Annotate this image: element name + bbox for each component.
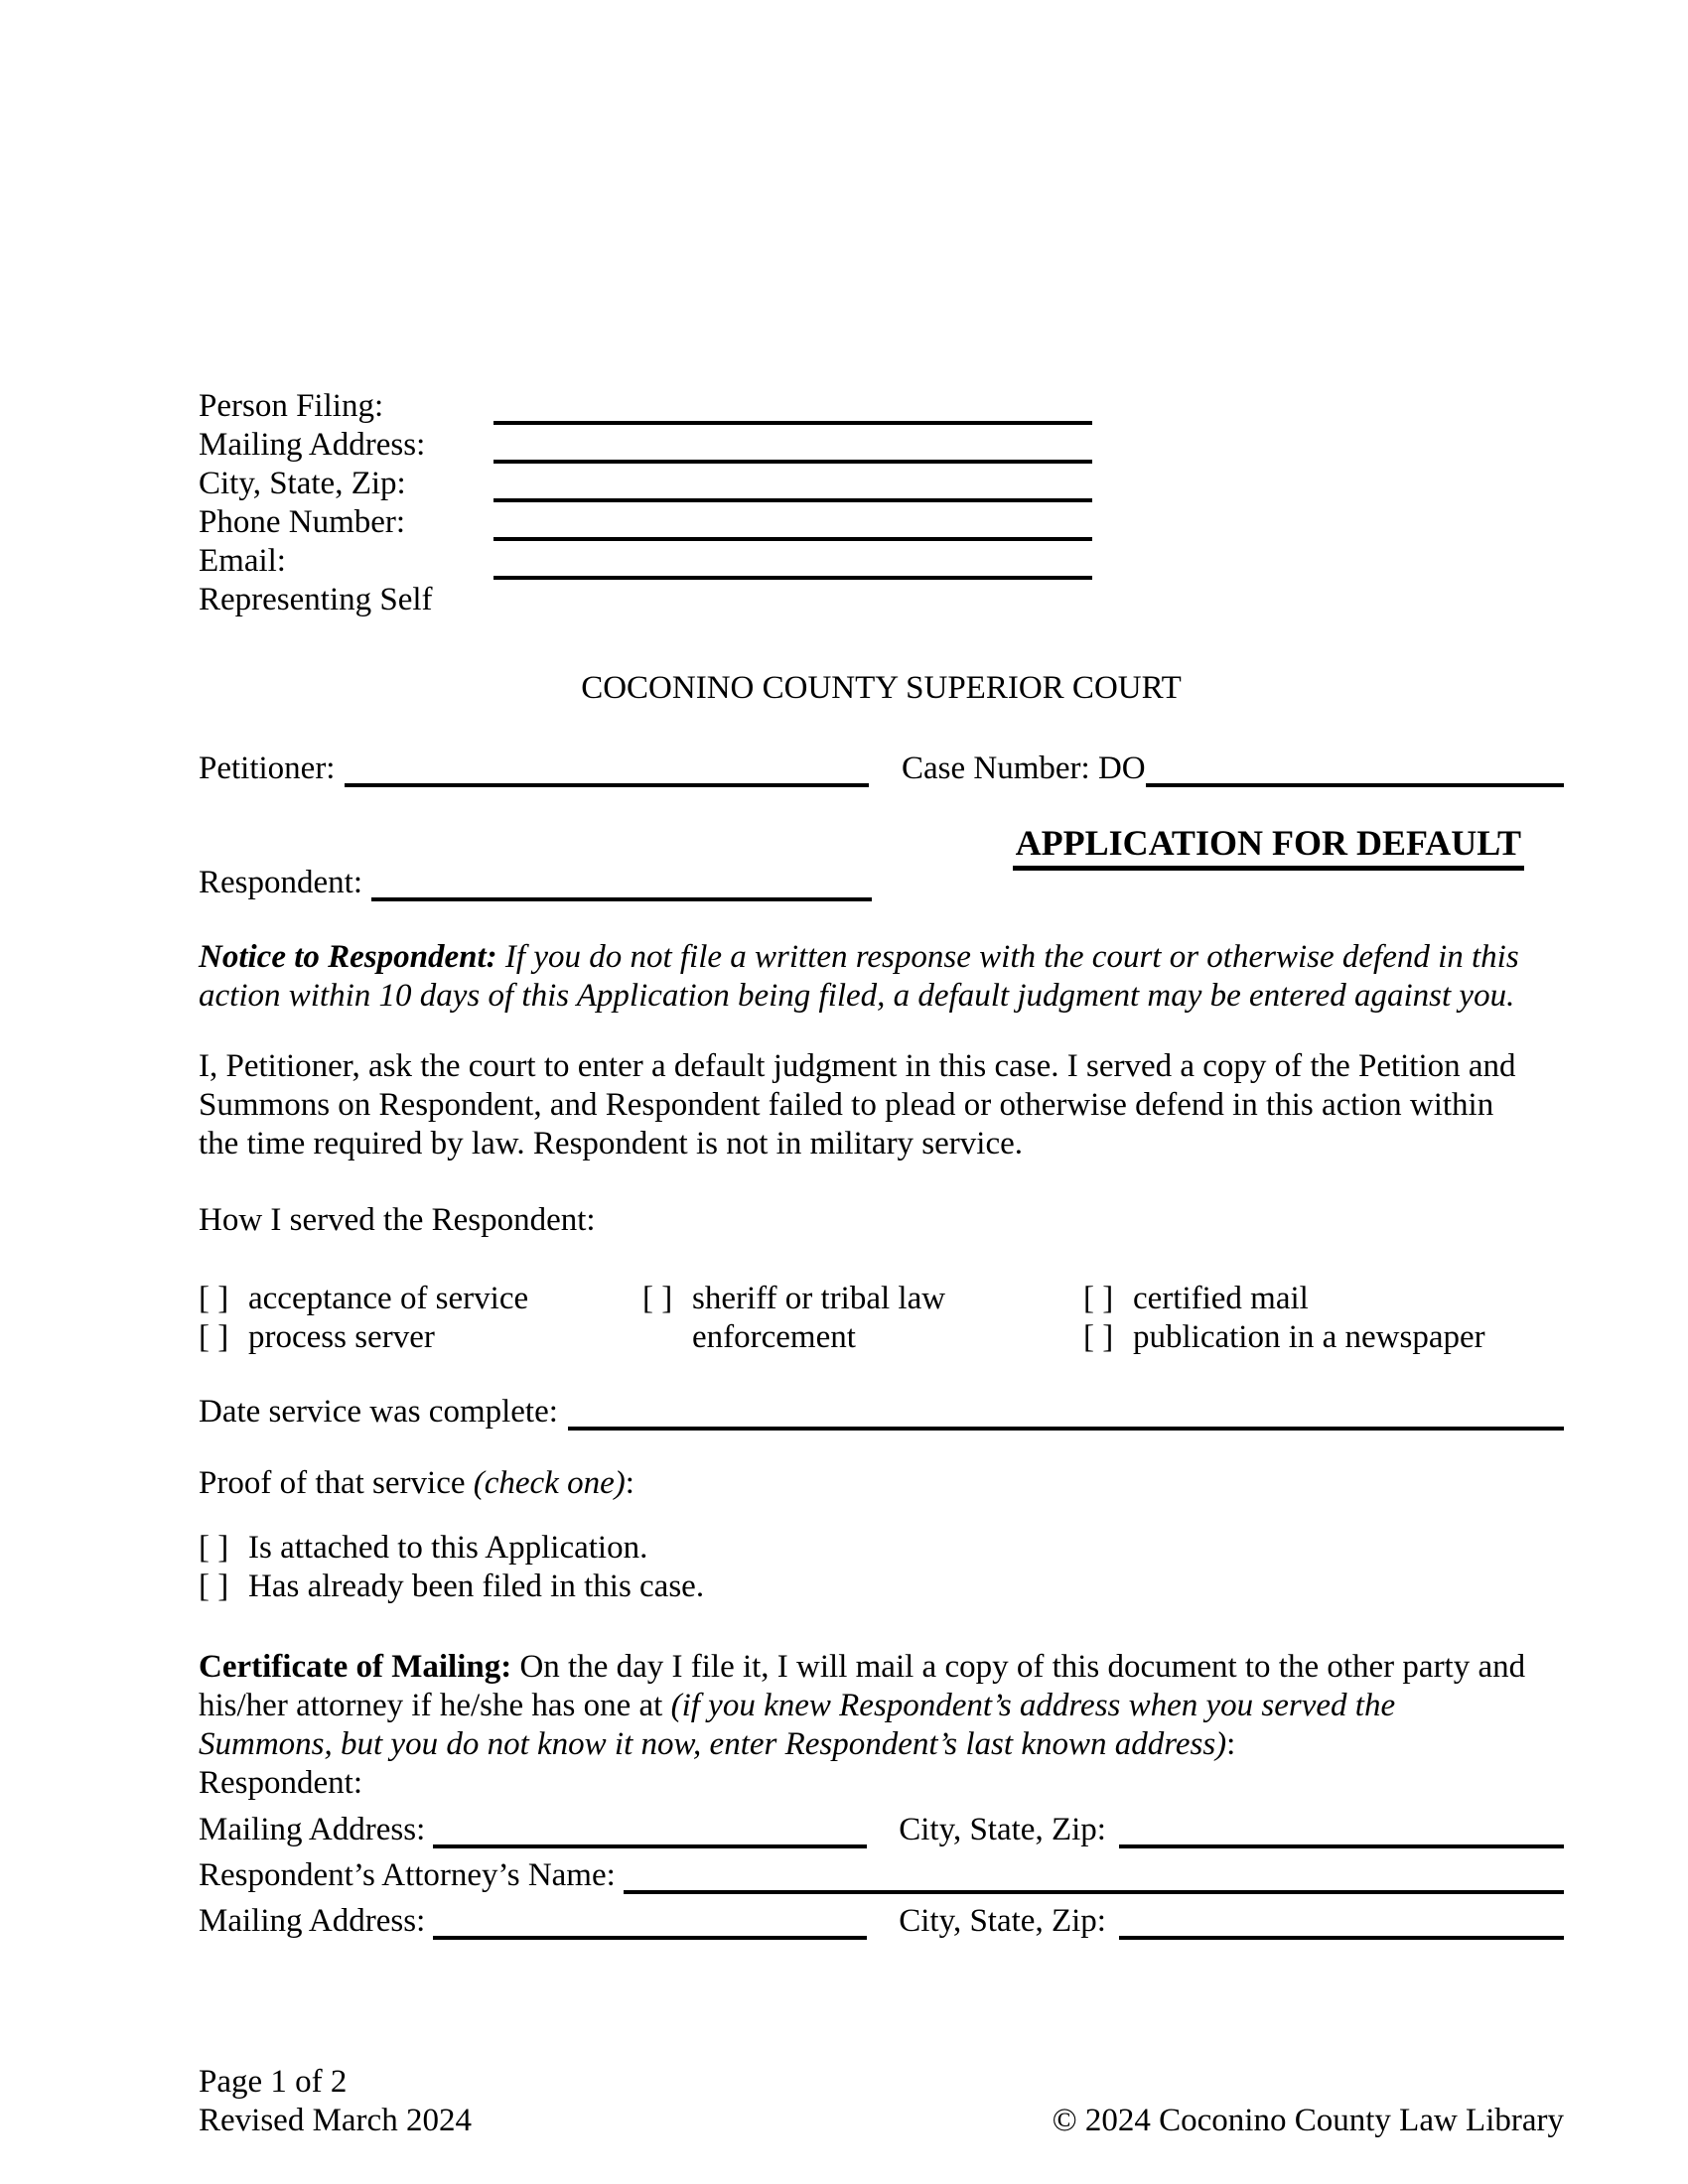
document-title-row xyxy=(199,822,1564,864)
option-certified-mail xyxy=(1083,1280,1564,1318)
option-publication-newspaper xyxy=(1083,1318,1564,1357)
respondent-label: Respondent: xyxy=(199,865,362,900)
petitioner-label: Petitioner: xyxy=(199,751,336,786)
option-proof-filed-label: Has already been filed in this case. xyxy=(248,1569,705,1604)
option-acceptance-of-service-label: acceptance of service xyxy=(248,1281,529,1316)
proof-heading-colon: : xyxy=(625,1465,634,1501)
checkbox-acceptance-of-service[interactable]: [ ] xyxy=(199,1281,229,1316)
service-column-2 xyxy=(642,1280,1083,1357)
proof-heading-lead: Proof of that service xyxy=(199,1465,474,1501)
page-number: Page 1 of 2 xyxy=(199,2064,348,2100)
attorney-name-row xyxy=(199,1856,1564,1895)
respondent-city-label: City, State, Zip: xyxy=(899,1812,1106,1847)
certificate-lead: Certificate of Mailing: xyxy=(199,1649,512,1685)
city-state-zip-row xyxy=(199,465,1564,503)
case-number-group xyxy=(902,750,1564,788)
date-service-label: Date service was complete: xyxy=(199,1394,558,1430)
proof-heading-italic: (check one) xyxy=(473,1465,626,1501)
respondent-mailing-label: Mailing Address: xyxy=(199,1812,426,1847)
attorney-name-field[interactable] xyxy=(624,1856,1564,1894)
attorney-mailing-row xyxy=(199,1902,1564,1941)
caption-row xyxy=(199,750,1564,788)
footer-copyright: © 2024 Coconino County Law Library xyxy=(1052,2103,1564,2138)
option-process-server xyxy=(199,1318,642,1357)
attorney-city-state-zip-field[interactable] xyxy=(1119,1902,1564,1940)
person-filing-field[interactable] xyxy=(493,387,1092,425)
court-title: COCONINO COUNTY SUPERIOR COURT xyxy=(581,670,1182,706)
city-state-zip-field[interactable] xyxy=(493,465,1092,502)
service-column-1 xyxy=(199,1280,642,1357)
representing-self-label: Representing Self xyxy=(199,582,433,617)
certificate-colon: : xyxy=(1226,1726,1236,1762)
checkbox-publication-newspaper[interactable]: [ ] xyxy=(1083,1319,1114,1355)
checkbox-sheriff-tribal[interactable]: [ ] xyxy=(642,1281,673,1316)
served-heading: How I served the Respondent: xyxy=(199,1202,596,1238)
petitioner-group xyxy=(199,750,869,788)
respondent-mailing-row xyxy=(199,1811,1564,1849)
date-service-row xyxy=(199,1393,1564,1432)
option-proof-filed xyxy=(199,1568,1564,1606)
checkbox-proof-filed[interactable]: [ ] xyxy=(199,1569,229,1604)
respondent-group xyxy=(199,864,872,902)
mailing-respondent-label: Respondent: xyxy=(199,1765,362,1801)
option-publication-newspaper-label: publication in a newspaper xyxy=(1133,1319,1485,1355)
option-proof-attached xyxy=(199,1529,1564,1568)
attorney-name-label: Respondent’s Attorney’s Name: xyxy=(199,1857,616,1893)
date-service-complete-field[interactable] xyxy=(568,1393,1564,1431)
case-number-label: Case Number: DO xyxy=(902,751,1146,786)
checkbox-process-server[interactable]: [ ] xyxy=(199,1319,229,1355)
option-proof-attached-label: Is attached to this Application. xyxy=(248,1530,648,1566)
attorney-mailing-address-field[interactable] xyxy=(433,1902,867,1940)
document-title: APPLICATION FOR DEFAULT xyxy=(1013,822,1524,871)
option-sheriff-tribal-label-cont: enforcement xyxy=(692,1319,856,1355)
attorney-mailing-label: Mailing Address: xyxy=(199,1903,426,1939)
option-certified-mail-label: certified mail xyxy=(1133,1281,1309,1316)
option-sheriff-tribal xyxy=(642,1280,1083,1318)
footer-left xyxy=(199,2063,472,2140)
notice-body: If you do not file a written response with the court or otherwise defend in this action within 10 days of this Application being filed, a default judgment may be entered against you. xyxy=(199,939,1519,1014)
certificate-body: On the day I file it, I will mail a copy of this document to the other party and his/her attorney if he/she has one at xyxy=(199,1649,1526,1723)
person-filing-label: Person Filing: xyxy=(199,388,384,424)
email-row xyxy=(199,542,1564,581)
petitioner-name-field[interactable] xyxy=(345,750,869,787)
option-process-server-label: process server xyxy=(248,1319,435,1355)
respondent-mailing-address-field[interactable] xyxy=(433,1811,867,1848)
service-options-grid xyxy=(199,1280,1564,1357)
option-sheriff-tribal-label: sheriff or tribal law xyxy=(692,1281,946,1316)
respondent-city-state-zip-field[interactable] xyxy=(1119,1811,1564,1848)
option-acceptance-of-service xyxy=(199,1280,642,1318)
phone-number-row xyxy=(199,503,1564,542)
representing-self-row xyxy=(199,581,1564,619)
phone-number-field[interactable] xyxy=(493,503,1092,541)
proof-heading xyxy=(199,1464,1564,1503)
mailing-address-field[interactable] xyxy=(493,426,1092,464)
email-label: Email: xyxy=(199,543,286,579)
person-filing-row xyxy=(199,387,1564,426)
option-sheriff-tribal-cont xyxy=(642,1318,1083,1357)
certificate-of-mailing xyxy=(199,1648,1534,1764)
respondent-name-field[interactable] xyxy=(371,864,872,901)
case-number-field[interactable] xyxy=(1146,750,1564,787)
revised-date: Revised March 2024 xyxy=(199,2103,472,2138)
notice-to-respondent xyxy=(199,938,1534,1016)
service-column-3 xyxy=(1083,1280,1564,1357)
attorney-city-label: City, State, Zip: xyxy=(899,1903,1106,1939)
checkbox-certified-mail[interactable]: [ ] xyxy=(1083,1281,1114,1316)
notice-lead: Notice to Respondent: xyxy=(199,939,497,975)
request-paragraph: I, Petitioner, ask the court to enter a default judgment in this case. I served a copy of the Petition and Summons on Respondent, and Respondent failed to plead or otherwise defend in this action within the time required by law. Respondent is not in military service. xyxy=(199,1048,1516,1161)
mailing-address-row xyxy=(199,426,1564,465)
mailing-address-label: Mailing Address: xyxy=(199,427,426,463)
proof-options xyxy=(199,1529,1564,1606)
checkbox-proof-attached[interactable]: [ ] xyxy=(199,1530,229,1566)
email-field[interactable] xyxy=(493,542,1092,580)
certificate-italic: (if you knew Respondent’s address when you served the Summons, but you do not know it now, enter Respondent’s last known address) xyxy=(199,1688,1396,1762)
filer-info-block xyxy=(199,387,1564,619)
city-state-zip-label: City, State, Zip: xyxy=(199,466,406,501)
phone-number-label: Phone Number: xyxy=(199,504,406,540)
page-content xyxy=(199,0,1564,1941)
